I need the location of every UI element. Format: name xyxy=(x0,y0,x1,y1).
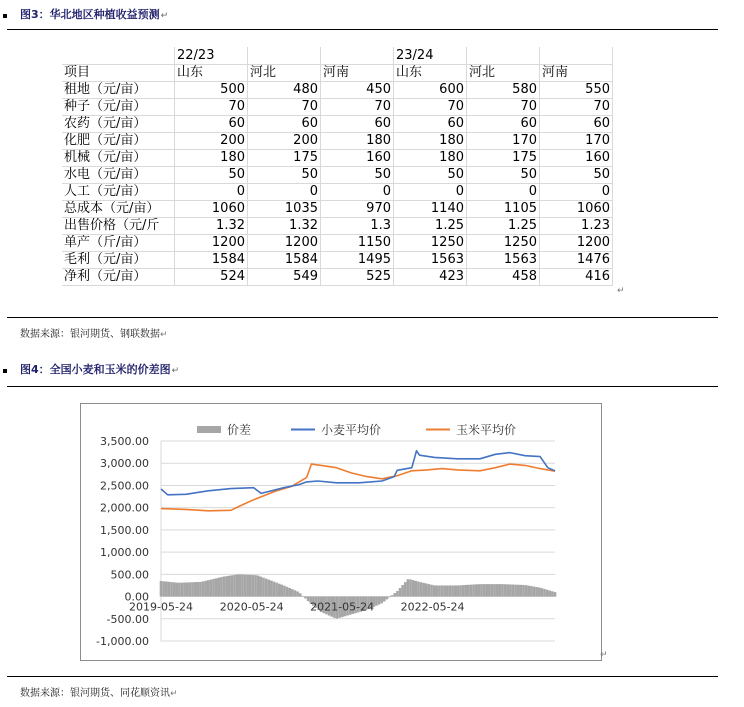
row-label: 租地（元/亩） xyxy=(62,82,175,99)
year-header-cell xyxy=(540,47,613,65)
spread-bar xyxy=(520,585,523,597)
value-cell: 1.32 xyxy=(248,218,321,235)
value-cell: 1035 xyxy=(248,201,321,218)
spread-bar xyxy=(239,574,242,596)
return-mark: ↵ xyxy=(160,11,169,21)
figure4-source-text: 数据来源：银河期货、同花顺资讯 xyxy=(20,688,170,699)
divider-bottom xyxy=(7,676,718,677)
wheat-price-line xyxy=(161,451,555,495)
value-cell: 50 xyxy=(467,167,540,184)
row-label: 单产（斤/亩） xyxy=(62,235,175,252)
spread-bar xyxy=(499,584,502,596)
spread-bar xyxy=(527,586,530,597)
spread-bar xyxy=(464,585,467,597)
spread-bar xyxy=(265,579,268,597)
x-tick-label: 2022-05-24 xyxy=(400,600,465,614)
table-row xyxy=(62,184,613,201)
value-cell: 160 xyxy=(540,150,613,167)
year-header-cell: 23/24 xyxy=(394,47,467,65)
year-header-cell xyxy=(321,47,394,65)
value-cell: 175 xyxy=(248,150,321,167)
figure3-source-text: 数据来源：银河期货、钢联数据 xyxy=(20,329,160,340)
spread-bar xyxy=(275,583,278,597)
spread-bar xyxy=(170,582,173,596)
spread-bar xyxy=(436,585,439,596)
spread-bar xyxy=(457,585,460,596)
spread-bar xyxy=(246,575,249,597)
value-cell: 200 xyxy=(248,133,321,150)
spread-bar xyxy=(160,581,163,597)
spread-bar xyxy=(443,585,446,596)
divider-top xyxy=(7,29,718,30)
table-row xyxy=(62,269,613,286)
chart-svg xyxy=(81,404,601,660)
spread-bar xyxy=(278,584,281,597)
spread-bar xyxy=(554,592,557,596)
table-row xyxy=(62,116,613,133)
spread-bar xyxy=(228,576,231,597)
row-label: 机械（元/亩） xyxy=(62,150,175,167)
value-cell: 200 xyxy=(175,133,248,150)
heading-bullet xyxy=(3,14,7,18)
value-cell: 1200 xyxy=(248,235,321,252)
figure3-title xyxy=(20,6,168,22)
year-header-cell: 22/23 xyxy=(175,47,248,65)
row-label: 水电（元/亩） xyxy=(62,167,175,184)
spread-bar xyxy=(414,581,417,597)
column-header: 山东 xyxy=(394,65,467,82)
spread-bar xyxy=(294,590,297,596)
spread-bar xyxy=(535,587,538,597)
spread-bar xyxy=(181,583,184,597)
value-cell: 170 xyxy=(467,133,540,150)
value-cell: 60 xyxy=(467,116,540,133)
figure4-title xyxy=(20,361,179,377)
spread-bar xyxy=(270,581,273,597)
table-row xyxy=(62,150,613,167)
spread-bar xyxy=(199,582,202,597)
row-label: 出售价格（元/斤 xyxy=(62,218,175,235)
spread-bar xyxy=(438,585,441,596)
value-cell: 70 xyxy=(394,99,467,116)
return-mark: ↵ xyxy=(617,286,625,296)
spread-bar xyxy=(504,584,507,596)
spread-bar xyxy=(186,582,189,596)
spread-bar xyxy=(404,582,407,596)
spread-bar xyxy=(459,585,462,596)
y-tick-label: 1,000.00 xyxy=(100,546,149,560)
spread-bar xyxy=(430,585,433,597)
table-row xyxy=(62,235,613,252)
spread-bar xyxy=(178,583,181,597)
value-cell: 180 xyxy=(394,150,467,167)
row-label: 总成本（元/亩） xyxy=(62,201,175,218)
divider xyxy=(7,317,718,318)
spread-bar xyxy=(183,583,186,597)
spread-bar xyxy=(525,585,528,596)
spread-bar xyxy=(538,588,541,597)
figure4-title-text: 图4：全国小麦和玉米的价差图 xyxy=(20,363,171,376)
value-cell: 0 xyxy=(540,184,613,201)
value-cell: 70 xyxy=(467,99,540,116)
value-cell: 0 xyxy=(467,184,540,201)
y-tick-label: -1,000.00 xyxy=(96,635,149,648)
spread-bar xyxy=(514,585,517,597)
spread-bar xyxy=(254,575,257,596)
value-cell: 450 xyxy=(321,82,394,99)
spread-bar xyxy=(231,575,234,596)
spread-bar xyxy=(260,577,263,597)
price-spread-chart xyxy=(80,403,602,661)
spread-bar xyxy=(491,584,494,596)
spread-bar xyxy=(175,583,178,597)
value-cell: 525 xyxy=(321,269,394,286)
value-cell: 970 xyxy=(321,201,394,218)
value-cell: 0 xyxy=(321,184,394,201)
value-cell: 180 xyxy=(175,150,248,167)
spread-bar xyxy=(217,578,220,597)
spread-bar xyxy=(189,582,192,596)
value-cell: 1200 xyxy=(540,235,613,252)
spread-bar xyxy=(449,585,452,596)
spread-bar xyxy=(522,585,525,597)
spread-bar xyxy=(296,591,299,596)
spread-bar xyxy=(252,575,255,597)
x-tick-label: 2019-05-24 xyxy=(129,600,193,614)
spread-bar xyxy=(196,582,199,597)
table-year-row xyxy=(62,47,613,65)
row-label: 农药（元/亩） xyxy=(62,116,175,133)
spread-bar xyxy=(425,583,428,596)
value-cell: 50 xyxy=(394,167,467,184)
year-header-cell xyxy=(467,47,540,65)
spread-bar xyxy=(496,584,499,596)
spread-bar xyxy=(451,585,454,596)
value-cell: 50 xyxy=(321,167,394,184)
return-mark: ↵ xyxy=(171,366,180,376)
spread-bar xyxy=(215,578,218,596)
value-cell: 70 xyxy=(321,99,394,116)
y-tick-label: 3,500.00 xyxy=(100,435,149,448)
value-cell: 458 xyxy=(467,269,540,286)
spread-bar xyxy=(517,585,520,597)
legend-wheat-label: 小麦平均价 xyxy=(321,423,382,437)
spread-bar xyxy=(551,591,554,596)
row-label: 化肥（元/亩） xyxy=(62,133,175,150)
return-mark: ↵ xyxy=(600,650,608,660)
value-cell: 480 xyxy=(248,82,321,99)
x-tick-label: 2020-05-24 xyxy=(219,600,284,614)
y-tick-label: 0.00 xyxy=(124,590,149,604)
spread-bar xyxy=(291,589,294,596)
spread-bar xyxy=(194,582,197,596)
value-cell: 549 xyxy=(248,269,321,286)
spread-bar xyxy=(210,580,213,597)
spread-bar xyxy=(488,584,491,596)
value-cell: 60 xyxy=(540,116,613,133)
spread-bar xyxy=(433,585,436,596)
divider xyxy=(7,386,718,387)
x-tick-label: 2021-05-24 xyxy=(310,600,375,614)
value-cell: 160 xyxy=(321,150,394,167)
spread-bar xyxy=(454,585,457,596)
spread-bar xyxy=(420,582,423,596)
row-label: 净利（元/亩） xyxy=(62,269,175,286)
spread-bar xyxy=(204,581,207,597)
spread-bar xyxy=(541,588,544,596)
spread-bar xyxy=(462,585,465,596)
spread-bar xyxy=(244,575,247,597)
spread-bar xyxy=(478,584,481,596)
column-header: 山东 xyxy=(175,65,248,82)
value-cell: 1495 xyxy=(321,252,394,269)
spread-bar xyxy=(417,582,420,597)
spread-bar xyxy=(281,585,284,597)
spread-bar xyxy=(472,584,475,596)
spread-bar xyxy=(533,587,536,597)
spread-bar xyxy=(267,580,270,597)
spread-bar xyxy=(249,575,252,597)
value-cell: 60 xyxy=(175,116,248,133)
corn-price-line xyxy=(161,464,555,511)
return-mark: ↵ xyxy=(170,689,178,699)
value-cell: 1060 xyxy=(175,201,248,218)
spread-bar xyxy=(288,588,291,597)
row-label: 人工（元/亩） xyxy=(62,184,175,201)
spread-bar xyxy=(530,586,533,596)
spread-bar xyxy=(543,589,546,597)
value-cell: 1200 xyxy=(175,235,248,252)
value-cell: 1563 xyxy=(394,252,467,269)
value-cell: 600 xyxy=(394,82,467,99)
value-cell: 1105 xyxy=(467,201,540,218)
spread-bar xyxy=(483,584,486,596)
value-cell: 60 xyxy=(248,116,321,133)
spread-bar xyxy=(548,591,551,597)
table-header-row xyxy=(62,65,613,82)
value-cell: 50 xyxy=(248,167,321,184)
spread-bar xyxy=(412,580,415,596)
column-header: 河北 xyxy=(248,65,321,82)
spread-bar xyxy=(223,577,226,597)
spread-bar xyxy=(512,585,515,597)
value-cell: 1584 xyxy=(248,252,321,269)
spread-bar xyxy=(241,575,244,597)
value-cell: 1563 xyxy=(467,252,540,269)
figure3-title-text: 图3：华北地区种植收益预测 xyxy=(20,8,160,21)
value-cell: 60 xyxy=(394,116,467,133)
table-row xyxy=(62,133,613,150)
spread-bar xyxy=(168,582,171,597)
legend-corn-label: 玉米平均价 xyxy=(456,423,517,437)
value-cell: 580 xyxy=(467,82,540,99)
value-cell: 1476 xyxy=(540,252,613,269)
table-row xyxy=(62,167,613,184)
column-header: 项目 xyxy=(62,65,175,82)
spread-bar xyxy=(257,576,260,597)
value-cell: 1.23 xyxy=(540,218,613,235)
spread-bar xyxy=(191,582,194,596)
y-tick-label: 500.00 xyxy=(110,568,149,582)
spread-bar xyxy=(207,580,210,596)
spread-bar xyxy=(236,575,239,597)
row-label: 毛利（元/亩） xyxy=(62,252,175,269)
spread-bar xyxy=(165,582,168,597)
value-cell: 70 xyxy=(540,99,613,116)
value-cell: 1.25 xyxy=(467,218,540,235)
spread-bar xyxy=(409,579,412,596)
spread-bar xyxy=(509,584,512,596)
value-cell: 0 xyxy=(248,184,321,201)
value-cell: 1584 xyxy=(175,252,248,269)
spread-bar xyxy=(393,593,396,596)
y-tick-label: -500.00 xyxy=(106,612,149,626)
table-row xyxy=(62,218,613,235)
value-cell: 1.25 xyxy=(394,218,467,235)
spread-bar xyxy=(396,591,399,597)
spread-bar xyxy=(480,584,483,596)
spread-bar xyxy=(485,584,488,596)
spread-bar xyxy=(401,585,404,596)
value-cell: 180 xyxy=(394,133,467,150)
figure3-source xyxy=(20,325,168,340)
spread-bar xyxy=(407,579,410,596)
spread-bar xyxy=(501,584,504,596)
spread-bar xyxy=(470,585,473,597)
value-cell: 1140 xyxy=(394,201,467,218)
year-header-cell xyxy=(248,47,321,65)
spread-bar xyxy=(307,597,310,602)
spread-bar xyxy=(380,597,383,604)
value-cell: 170 xyxy=(540,133,613,150)
value-cell: 1250 xyxy=(467,235,540,252)
column-header: 河北 xyxy=(467,65,540,82)
y-tick-label: 2,000.00 xyxy=(100,501,149,515)
spread-bar xyxy=(506,584,509,596)
spread-bar xyxy=(399,588,402,597)
figure4-source xyxy=(20,684,178,699)
spread-bar xyxy=(202,581,205,596)
table-row xyxy=(62,201,613,218)
table-cell xyxy=(62,47,175,65)
spread-bar xyxy=(375,597,378,606)
y-tick-label: 1,500.00 xyxy=(100,523,149,537)
row-label: 种子（元/亩） xyxy=(62,99,175,116)
spread-bar xyxy=(428,584,431,596)
spread-bar xyxy=(162,581,165,596)
value-cell: 416 xyxy=(540,269,613,286)
spread-bar xyxy=(233,575,236,597)
spread-bar xyxy=(212,579,215,597)
spread-bar xyxy=(422,583,425,597)
value-cell: 50 xyxy=(175,167,248,184)
spread-bar xyxy=(283,586,286,597)
value-cell: 1.3 xyxy=(321,218,394,235)
table-row xyxy=(62,252,613,269)
value-cell: 550 xyxy=(540,82,613,99)
value-cell: 423 xyxy=(394,269,467,286)
planting-income-table xyxy=(62,47,613,286)
value-cell: 524 xyxy=(175,269,248,286)
spread-bar xyxy=(546,590,549,597)
spread-bar xyxy=(286,587,289,597)
value-cell: 60 xyxy=(321,116,394,133)
value-cell: 0 xyxy=(394,184,467,201)
column-header: 河南 xyxy=(321,65,394,82)
return-mark: ↵ xyxy=(160,330,168,340)
spread-bar xyxy=(262,578,265,597)
y-tick-label: 3,000.00 xyxy=(100,457,149,471)
table-row xyxy=(62,82,613,99)
value-cell: 180 xyxy=(321,133,394,150)
value-cell: 1.32 xyxy=(175,218,248,235)
value-cell: 1060 xyxy=(540,201,613,218)
spread-bar xyxy=(220,577,223,596)
table-row xyxy=(62,99,613,116)
spread-bar xyxy=(441,585,444,596)
value-cell: 1150 xyxy=(321,235,394,252)
legend-spread-label: 价差 xyxy=(227,423,252,437)
spread-bar xyxy=(446,585,449,596)
spread-bar xyxy=(173,582,176,596)
spread-bar xyxy=(273,582,276,597)
value-cell: 175 xyxy=(467,150,540,167)
value-cell: 0 xyxy=(175,184,248,201)
value-cell: 70 xyxy=(175,99,248,116)
column-header: 河南 xyxy=(540,65,613,82)
spread-bar xyxy=(493,584,496,596)
spread-bar xyxy=(383,597,386,602)
spread-bar xyxy=(225,576,228,596)
value-cell: 70 xyxy=(248,99,321,116)
spread-bar xyxy=(475,584,478,596)
value-cell: 50 xyxy=(540,167,613,184)
y-tick-label: 2,500.00 xyxy=(100,479,149,493)
legend-spread-swatch xyxy=(197,426,221,433)
value-cell: 1250 xyxy=(394,235,467,252)
value-cell: 500 xyxy=(175,82,248,99)
spread-bar xyxy=(378,597,381,605)
heading-bullet xyxy=(3,369,7,373)
spread-bar xyxy=(467,585,470,597)
